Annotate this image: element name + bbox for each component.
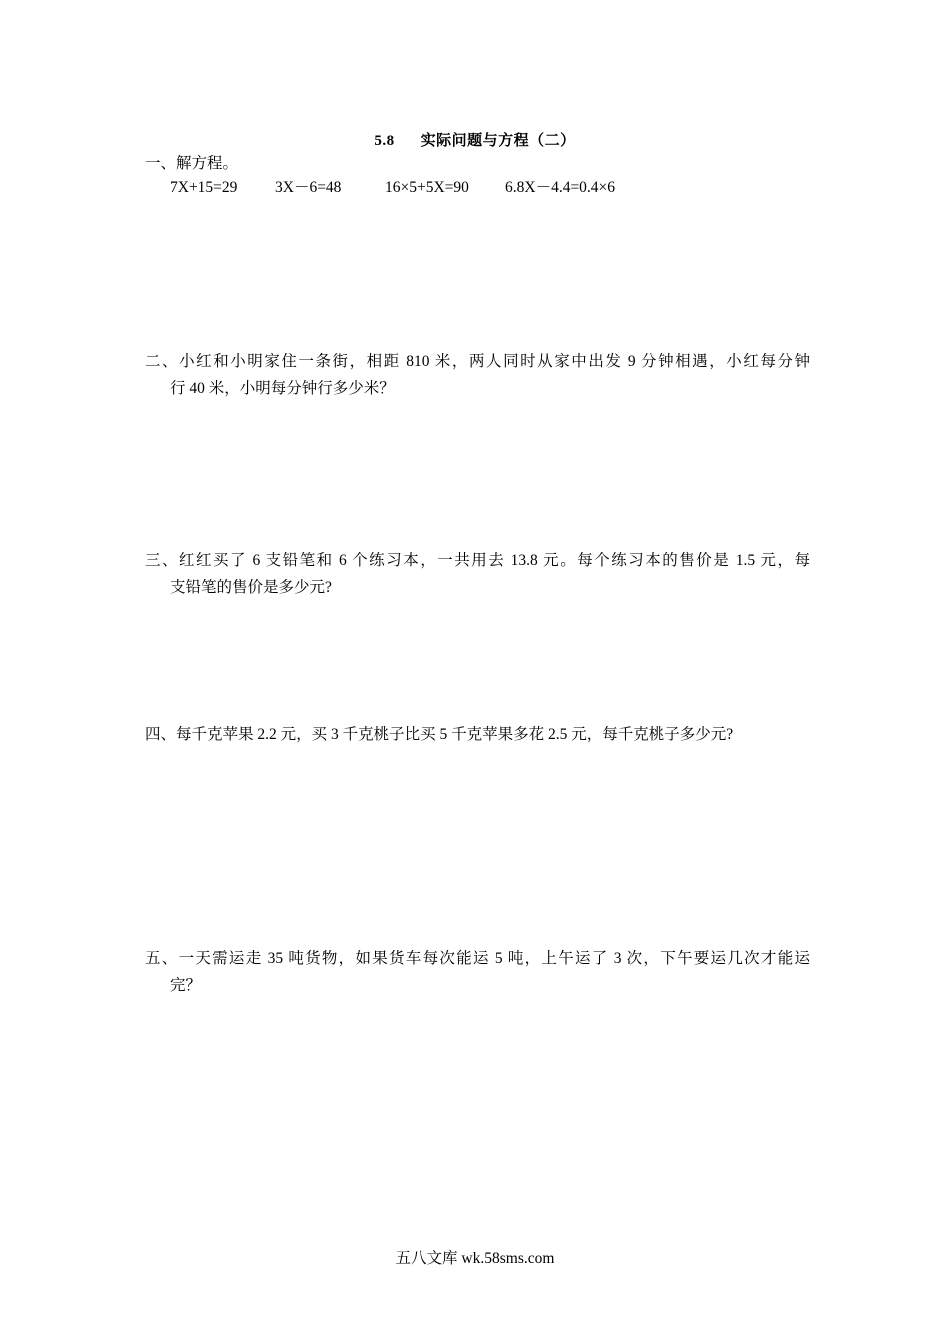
problem-4-line-1: 四、每千克苹果 2.2 元，买 3 千克桃子比买 5 千克苹果多花 2.5 元，每千克桃子多少元? xyxy=(145,726,734,743)
problem-2-line-1: 二、小红和小明家住一条街，相距 810 米，两人同时从家中出发 9 分钟相遇，小红每分钟 xyxy=(145,353,810,370)
problem-5 xyxy=(145,945,810,999)
title-number: 5.8 xyxy=(374,133,395,149)
problem-5-line-2: 完？ xyxy=(170,977,202,994)
problem-3-line-1: 三、红红买了 6 支铅笔和 6 个练习本，一共用去 13.8 元。每个练习本的售价是 1.5 元，每 xyxy=(145,552,810,569)
problem-4 xyxy=(145,721,810,748)
equation-3: 16×5+5X=90 xyxy=(385,179,469,196)
problem-5-line-1: 五、一天需运走 35 吨货物，如果货车每次能运 5 吨，上午运了 3 次，下午要运几次才能运 xyxy=(145,950,810,967)
footer-watermark: 五八文库 wk.58sms.com xyxy=(395,1250,555,1267)
section-heading-solve-equations: 一、解方程。 xyxy=(145,155,239,172)
problem-2 xyxy=(145,348,810,402)
equation-4: 6.8X－4.4=0.4×6 xyxy=(505,179,616,196)
page-title xyxy=(0,129,950,150)
title-text: 实际问题与方程（二） xyxy=(420,133,576,149)
equation-1: 7X+15=29 xyxy=(170,179,238,196)
equation-2: 3X－6=48 xyxy=(275,179,342,196)
equation-list xyxy=(170,178,615,198)
problem-2-line-2: 行 40 米，小明每分钟行多少米？ xyxy=(170,380,395,397)
problem-3 xyxy=(145,547,810,601)
problem-3-line-2: 支铅笔的售价是多少元? xyxy=(170,579,332,596)
